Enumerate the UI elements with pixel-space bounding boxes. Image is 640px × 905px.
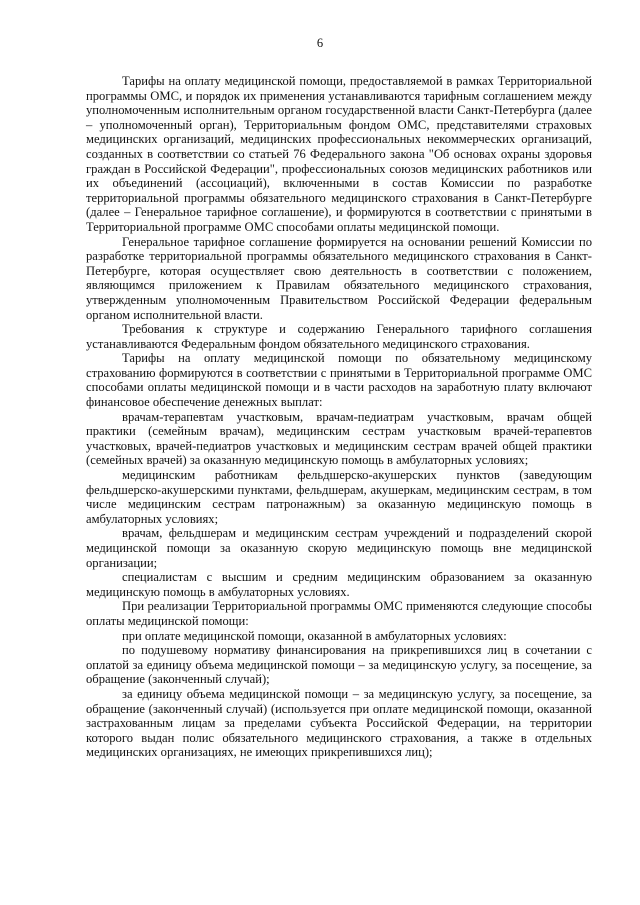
paragraph-tariffs-intro: Тарифы на оплату медицинской помощи, предоставляемой в рамках Территориальной программы ОМС, и порядок их применения устанавливаются тарифным соглашением между уполномоченным исполнительным органом государственной власти Санкт-Петербурга (далее – уполномоченный орган), Территориальным фондом ОМС, представителями страховых медицинских организаций, медицинских профессиональных некоммерческих организаций, созданных в соответствии со статьей 76 Федерального закона "Об основах охраны здоровья граждан в Российской Федерации", профессиональных союзов медицинских работников или их объединений (ассоциаций), включенными в состав Комиссии по разработке территориальной программы обязательного медицинского страхования в Санкт-Петербурге (далее – Генеральное тарифное соглашение), и формируются в соответствии с принятыми в Территориальной программе ОМС способами оплаты медицинской помощи.: [86, 74, 592, 234]
paragraph-payment-district-doctors: врачам-терапевтам участковым, врачам-педиатрам участковым, врачам общей практики (семейным врачам), медицинским сестрам участковым врачей-терапевтов участковых, врачей-педиатров участковых и медицинским сестрам врачей общей практики (семейных врачей) за оказанную медицинскую помощь в амбулаторных условиях;: [86, 409, 592, 468]
paragraph-general-agreement: Генеральное тарифное соглашение формируется на основании решений Комиссии по разработке территориальной программы обязательного медицинского страхования в Санкт-Петербурге, которая осуществляет свою деятельность в соответствии с положением, являющимся приложением к Правилам обязательного медицинского страхования, утвержденным уполномоченным Правительством Российской Федерации федеральным органом исполнительной власти.: [86, 234, 592, 322]
paragraph-payment-emergency: врачам, фельдшерам и медицинским сестрам учреждений и подразделений скорой медицинской помощи за оказанную скорую медицинскую помощь вне медицинской организации;: [86, 526, 592, 570]
page-number: 6: [316, 36, 324, 50]
paragraph-payment-specialists: специалистам с высшим и средним медицинским образованием за оказанную медицинскую помощь в амбулаторных условиях.: [86, 570, 592, 599]
paragraph-outpatient-conditions: при оплате медицинской помощи, оказанной в амбулаторных условиях:: [122, 628, 507, 643]
paragraph-unit-of-volume: за единицу объема медицинской помощи – за медицинскую услугу, за посещение, за обращение (законченный случай) (используется при оплате медицинской помощи, оказанной застрахованным лицам за пределами субъекта Российской Федерации, на территории которого выдан полис обязательного медицинского страхования, а также в отдельных медицинских организациях, не имеющих прикрепившихся лиц);: [86, 686, 592, 760]
paragraph-per-capita: по подушевому нормативу финансирования на прикрепившихся лиц в сочетании с оплатой за единицу объема медицинской помощи – за медицинскую услугу, за посещение, за обращение (законченный случай);: [86, 643, 592, 687]
document-body: [86, 74, 592, 760]
paragraph-payment-feldsher-points: медицинским работникам фельдшерско-акушерских пунктов (заведующим фельдшерско-акушерскими пунктами, фельдшерам, акушеркам, медицинским сестрам, в том числе медицинским сестрам патронажным) за оказанную медицинскую помощь в амбулаторных условиях;: [86, 468, 592, 526]
paragraph-tariffs-payments: Тарифы на оплату медицинской помощи по обязательному медицинскому страхованию формируются в соответствии с принятыми в Территориальной программе ОМС способами оплаты медицинской помощи и в части расходов на заработную плату включают финансовое обеспечение денежных выплат:: [86, 351, 592, 410]
paragraph-requirements: Требования к структуре и содержанию Генерального тарифного соглашения устанавливаются Федеральным фондом обязательного медицинского страхования.: [86, 322, 592, 351]
paragraph-payment-methods: При реализации Территориальной программы ОМС применяются следующие способы оплаты медицинской помощи:: [86, 599, 592, 628]
